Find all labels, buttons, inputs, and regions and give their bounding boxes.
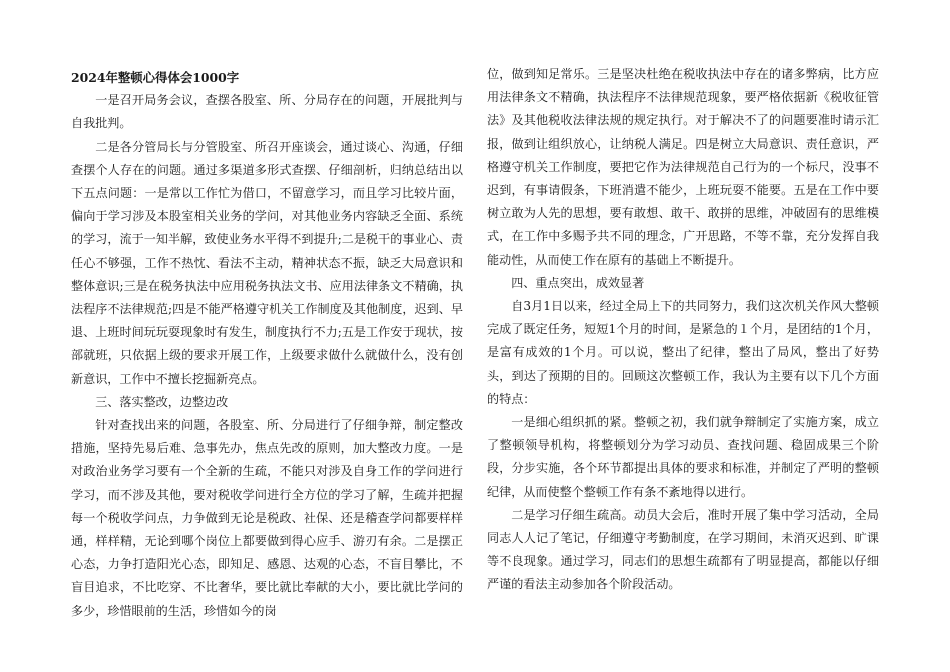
section-heading: 四、重点突出，成效显著 bbox=[511, 275, 645, 290]
paragraph: 一是召开局务会议，查摆各股室、所、分局存在的问题，开展批判与自我批判。 bbox=[71, 93, 463, 131]
left-column bbox=[71, 66, 463, 623]
paragraph: 二是各分管局长与分管股室、所召开座谈会，通过谈心、沟通，仔细查摆个人存在的问题。通过多渠道多形式查摆、仔细剖析，归纳总结出以下五点问题：一是常以工作忙为借口，不留意学习，而且学习比较片面，偏向于学习涉及本股室相关业务的学问，对其他业务内容缺乏全面、系统的学习，流于一知半解，致使业务水平得不到提升;二是税干的事业心、责任心不够强，工作不热忱、看法不主动，精神状态不振，缺乏大局意识和整体意识;三是在税务执法中应用税务执法文书、应用法律条文不精确，执法程序不法律规范;四是不能严格遵守机关工作制度及其他制度，迟到、早退、上班时间玩玩耍现象时有发生，制度执行不力;五是工作安于现状，按部就班，只依据上级的要求开展工作，上级要求做什么就做什么，没有创新意识，工作中不擅长挖掘新亮点。 bbox=[71, 139, 463, 386]
paragraph: 一是细心组织抓的紧。整顿之初，我们就争辩制定了实施方案，成立了整顿领导机构，将整顿划分为学习动员、查找问题、稳固成果三个阶段，分步实施，各个环节都提出具体的要求和标准，并制定了严明的整顿纪律，从而使整个整顿工作有条不紊地得以进行。 bbox=[487, 415, 879, 499]
paragraph: 针对查找出来的问题，各股室、所、分局进行了仔细争辩，制定整改措施，坚持先易后难、急事先办，焦点先改的原则，加大整改力度。一是对政治业务学习要有一个全新的生疏，不能只对涉及自身工作的学问进行学习，而不涉及其他，要对税收学问进行全方位的学习了解，生疏并把握每一个税收学问点，力争做到无论是税政、社保、还是稽查学问都要样样通，样样精，无论到哪个岗位上都要做到得心应手、游刃有余。二是摆正心态，力争打造阳光心态，即知足、感恩、达观的心态，不盲目攀比，不盲目追求，不比吃穿、不比奢华，要比就比奉献的大小，要比就比学问的多少，珍惜眼前的生活，珍惜如今的岗 bbox=[71, 418, 463, 618]
document-title: 2024年整顿心得体会1000字 bbox=[71, 70, 240, 85]
paragraph: 二是学习仔细生疏高。动员大会后，准时开展了集中学习活动，全局同志人人记了笔记，仔细遵守考勤制度，在学习期间，未消灭迟到、旷课等不良现象。通过学习，同志们的思想生疏都有了明显提高，都能以仔细严谨的看法主动参加各个阶段活动。 bbox=[487, 507, 879, 592]
paragraph: 自3月1日以来，经过全局上下的共同努力，我们这次机关作风大整顿完成了既定任务，短短1个月的时间，是紧急的１个月，是团结的1个月，是富有成效的1个月。可以说，整出了纪律，整出了局风，整出了好势头，到达了预期的目的。回顾这次整顿工作，我认为主要有以下几个方面的特点： bbox=[487, 299, 879, 406]
paragraph-continuation: 位，做到知足常乐。三是坚决杜绝在税收执法中存在的诸多弊病，比方应用法律条文不精确，执法程序不法律规范现象，要严格依据新《税收征管法》及其他税收法律法规的规定执行。对于解决不了的问题要准时请示汇报，做到让组织放心，让纳税人满足。四是树立大局意识、责任意识，严格遵守机关工作制度，要把它作为法律规范自己行为的一个标尺，没事不迟到，有事请假条，下班消遣不能少，上班玩耍不能要。五是在工作中要树立敢为人先的思想，要有敢想、敢干、敢拼的思维，冲破固有的思维模式，在工作中多赐予共不同的理念，广开思路，不等不靠，充分发挥自我能动性，从而使工作在原有的基础上不断提升。 bbox=[487, 67, 879, 267]
right-column bbox=[487, 63, 879, 597]
section-heading: 三、落实整改，边整边改 bbox=[95, 394, 229, 409]
